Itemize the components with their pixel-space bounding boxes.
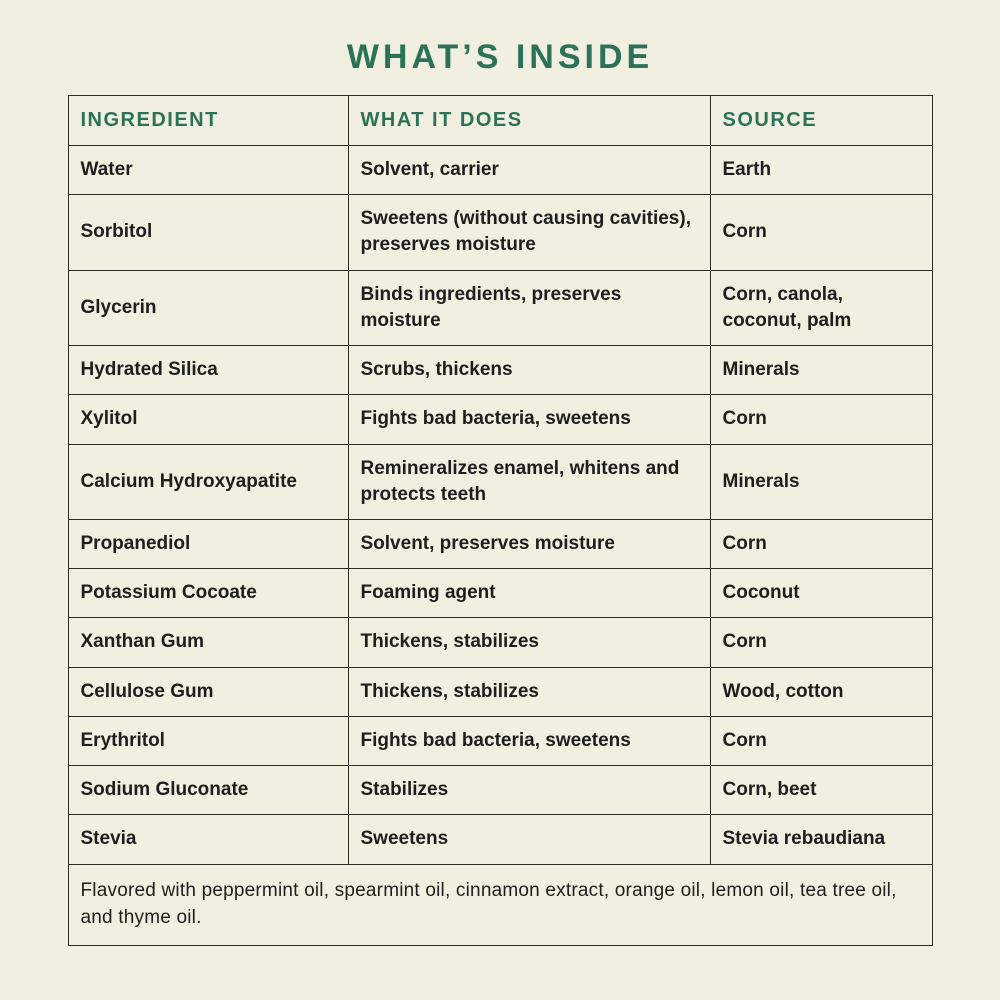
cell-what-it-does: Solvent, preserves moisture	[348, 519, 710, 568]
cell-what-it-does: Sweetens	[348, 815, 710, 864]
cell-source: Earth	[710, 146, 932, 195]
cell-what-it-does: Fights bad bacteria, sweetens	[348, 395, 710, 444]
table-row	[68, 519, 932, 568]
cell-what-it-does: Binds ingredients, preserves moisture	[348, 270, 710, 345]
table-row	[68, 569, 932, 618]
cell-source: Minerals	[710, 444, 932, 519]
table-row	[68, 444, 932, 519]
cell-source: Corn	[710, 519, 932, 568]
column-header-what-it-does: WHAT IT DOES	[348, 96, 710, 146]
cell-source: Coconut	[710, 569, 932, 618]
cell-ingredient: Sorbitol	[68, 195, 348, 270]
cell-ingredient: Propanediol	[68, 519, 348, 568]
cell-what-it-does: Fights bad bacteria, sweetens	[348, 716, 710, 765]
cell-what-it-does: Thickens, stabilizes	[348, 667, 710, 716]
table-row	[68, 716, 932, 765]
cell-ingredient: Glycerin	[68, 270, 348, 345]
table-row	[68, 346, 932, 395]
table-row	[68, 815, 932, 864]
cell-ingredient: Stevia	[68, 815, 348, 864]
cell-source: Corn	[710, 195, 932, 270]
cell-ingredient: Sodium Gluconate	[68, 766, 348, 815]
table-row	[68, 270, 932, 345]
cell-ingredient: Potassium Cocoate	[68, 569, 348, 618]
cell-ingredient: Water	[68, 146, 348, 195]
cell-ingredient: Calcium Hydroxyapatite	[68, 444, 348, 519]
column-header-source: SOURCE	[710, 96, 932, 146]
cell-what-it-does: Scrubs, thickens	[348, 346, 710, 395]
table-footnote-row	[68, 864, 932, 945]
cell-source: Corn	[710, 618, 932, 667]
page-title: WHAT’S INSIDE	[346, 38, 654, 76]
cell-what-it-does: Solvent, carrier	[348, 146, 710, 195]
cell-ingredient: Xylitol	[68, 395, 348, 444]
cell-source: Corn	[710, 395, 932, 444]
cell-ingredient: Cellulose Gum	[68, 667, 348, 716]
cell-what-it-does: Thickens, stabilizes	[348, 618, 710, 667]
table-row	[68, 766, 932, 815]
cell-what-it-does: Foaming agent	[348, 569, 710, 618]
cell-ingredient: Xanthan Gum	[68, 618, 348, 667]
table-header-row	[68, 96, 932, 146]
cell-what-it-does: Remineralizes enamel, whitens and protects teeth	[348, 444, 710, 519]
footnote: Flavored with peppermint oil, spearmint oil, cinnamon extract, orange oil, lemon oil, tea tree oil, and thyme oil.	[68, 864, 932, 945]
table-row	[68, 618, 932, 667]
cell-ingredient: Hydrated Silica	[68, 346, 348, 395]
cell-source: Stevia rebaudiana	[710, 815, 932, 864]
cell-source: Corn, canola, coconut, palm	[710, 270, 932, 345]
cell-source: Corn	[710, 716, 932, 765]
cell-source: Corn, beet	[710, 766, 932, 815]
ingredients-table	[68, 95, 933, 946]
cell-what-it-does: Sweetens (without causing cavities), preserves moisture	[348, 195, 710, 270]
cell-what-it-does: Stabilizes	[348, 766, 710, 815]
cell-source: Minerals	[710, 346, 932, 395]
table-row	[68, 667, 932, 716]
table-row	[68, 195, 932, 270]
cell-ingredient: Erythritol	[68, 716, 348, 765]
table-row	[68, 146, 932, 195]
column-header-ingredient: INGREDIENT	[68, 96, 348, 146]
table-row	[68, 395, 932, 444]
cell-source: Wood, cotton	[710, 667, 932, 716]
